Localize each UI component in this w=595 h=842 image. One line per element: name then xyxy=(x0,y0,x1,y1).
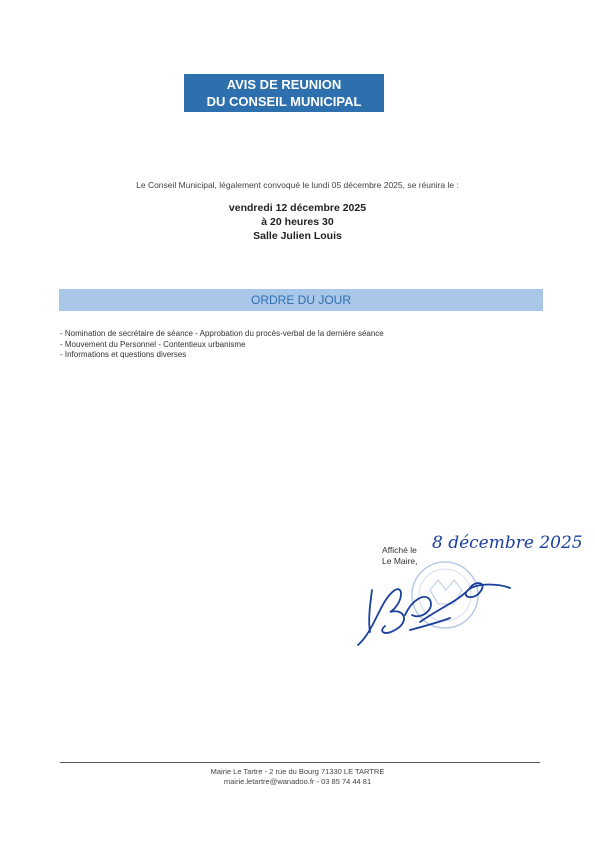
agenda-item: - Mouvement du Personnel - Contentieux urbanisme xyxy=(60,339,246,349)
convocation-intro: Le Conseil Municipal, légalement convoqué le lundi 05 décembre 2025, se réunira le : xyxy=(136,180,459,190)
agenda-item: - Informations et questions diverses xyxy=(60,350,187,359)
footer xyxy=(0,767,595,787)
footer-divider xyxy=(60,762,540,763)
notice-title-line2: DU CONSEIL MUNICIPAL xyxy=(206,94,362,109)
footer-address: Mairie Le Tartre - 2 rue du Bourg 71330 LE TARTRE xyxy=(210,767,385,776)
handwritten-date: 8 décembre 2025 xyxy=(432,533,583,553)
meeting-time: à 20 heures 30 xyxy=(261,216,334,228)
agenda-item: - Nomination de secrétaire de séance - Approbation du procès-verbal de la dernière séance xyxy=(60,329,384,338)
town-seal-icon xyxy=(412,562,478,628)
meeting-place: Salle Julien Louis xyxy=(253,230,342,242)
mayor-label: Le Maire, xyxy=(382,556,418,566)
signature-icon xyxy=(358,583,510,645)
footer-contact: mairie.letartre@wanadoo.fr - 03 85 74 44 81 xyxy=(223,777,372,786)
meeting-details xyxy=(0,201,595,243)
agenda-heading: ORDRE DU JOUR xyxy=(59,289,543,311)
meeting-date: vendredi 12 décembre 2025 xyxy=(228,202,367,214)
affiche-label: Affiché le xyxy=(382,545,417,555)
agenda-list xyxy=(60,329,540,361)
notice-title xyxy=(184,74,384,112)
notice-title-line1: AVIS DE REUNION xyxy=(226,77,342,92)
mayor-signature-and-seal xyxy=(350,560,540,655)
